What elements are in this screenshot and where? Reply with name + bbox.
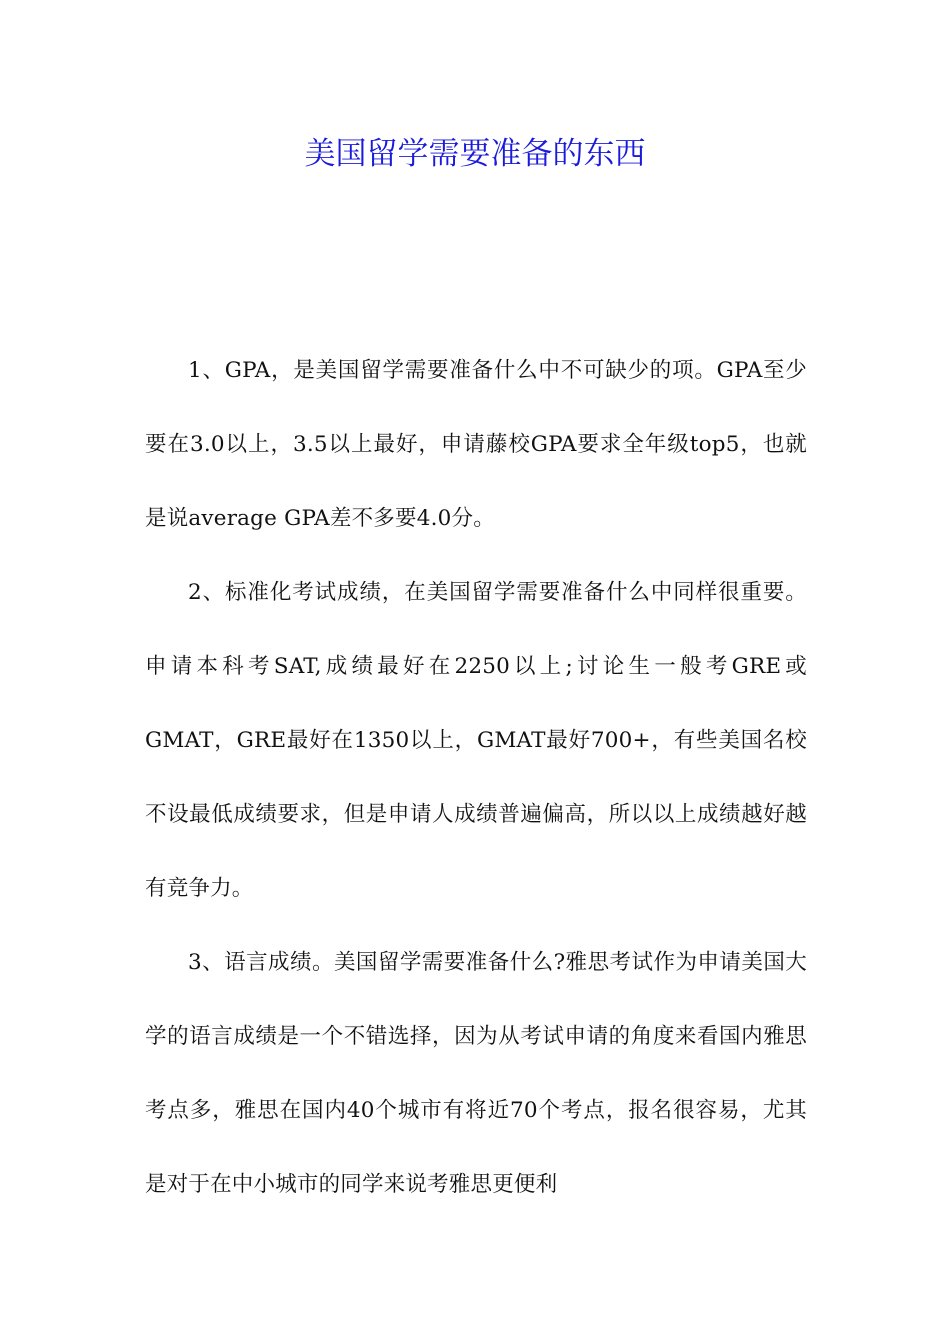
document-title: 美国留学需要准备的东西 [304, 136, 646, 172]
document-body [145, 334, 807, 1222]
paragraph-3: 3、语言成绩。美国留学需要准备什么?雅思考试作为申请美国大学的语言成绩是一个不错选择，因为从考试申请的角度来看国内雅思考点多，雅思在国内40个城市有将近70个考点，报名很容易，尤其是对于在中小城市的同学来说考雅思更便利 [145, 950, 807, 1197]
paragraph-2: 2、标准化考试成绩，在美国留学需要准备什么中同样很重要。申请本科考SAT,成绩最好在2250以上;讨论生一般考GRE或GMAT，GRE最好在1350以上，GMAT最好700+，有些美国名校不设最低成绩要求，但是申请人成绩普遍偏高，所以以上成绩越好越有竞争力。 [145, 580, 807, 901]
paragraph-1: 1、GPA，是美国留学需要准备什么中不可缺少的项。GPA至少要在3.0以上，3.5以上最好，申请藤校GPA要求全年级top5，也就是说average GPA差不多要4.0分。 [145, 358, 807, 531]
